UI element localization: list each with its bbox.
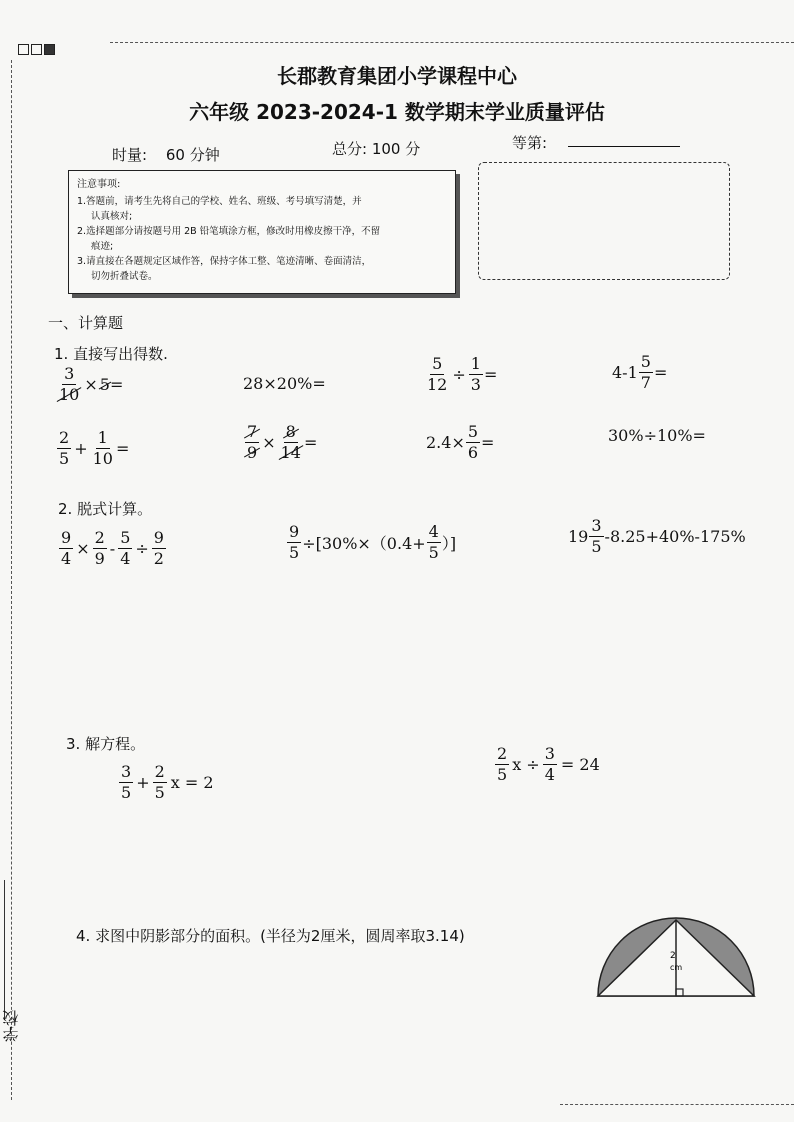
q1-item-a: [56, 366, 123, 403]
time-label: 时量:: [112, 146, 148, 164]
bottom-cut-line: [560, 1104, 794, 1105]
grade-info: [512, 132, 547, 153]
notice-line: 3.请直接在各题规定区域作答，保持字体工整、笔迹清晰、卷面清洁，: [77, 256, 372, 267]
notice-box: [68, 170, 456, 294]
denominator: 6: [467, 443, 479, 462]
school-field-label: 学校: [2, 1010, 21, 1042]
score-info: [332, 138, 420, 159]
operator: ÷: [452, 365, 466, 384]
denominator: 4: [61, 549, 72, 568]
equals-sign: =: [303, 433, 318, 452]
score-label: 总分:: [332, 140, 368, 158]
numerator: 5: [640, 352, 651, 371]
numerator: 3: [591, 516, 602, 535]
q2-item-b: [286, 524, 456, 561]
semicircle-figure: [592, 914, 760, 1004]
notice-line: 痕迹;: [91, 241, 114, 252]
notice-heading: 注意事项:: [77, 179, 121, 190]
equals-sign: =: [115, 439, 130, 458]
radius-label: 2: [670, 951, 676, 961]
q1-item-h: [608, 426, 706, 445]
numerator: 2: [154, 762, 165, 781]
grade-label: 等第:: [512, 134, 548, 152]
numerator: 5: [467, 422, 479, 441]
expression-text: ）]: [441, 534, 457, 553]
equals-sign: =: [109, 375, 124, 394]
header-subtitle: 六年级 2023-2024-1 数学期末学业质量评估: [189, 100, 605, 124]
denominator: 4: [544, 765, 555, 784]
denominator: 7: [640, 373, 651, 392]
denominator: 3: [470, 375, 481, 394]
operator: -: [109, 539, 116, 558]
corner-marks: [18, 44, 55, 55]
operator: ×: [84, 375, 98, 394]
numerator: 2: [59, 428, 70, 447]
denominator: 2: [153, 549, 164, 568]
operator: ×: [76, 539, 90, 558]
time-info: [112, 144, 220, 165]
binding-cut-line: [11, 60, 12, 1100]
question-1-label: 1. 直接写出得数.: [54, 345, 168, 363]
q1-item-e: [56, 430, 129, 467]
denominator: 10: [92, 449, 113, 468]
question-3-label: 3. 解方程。: [66, 735, 146, 753]
question-4-label: 4. 求图中阴影部分的面积。(半径为2厘米，圆周率取3.14): [76, 927, 465, 945]
equals-sign: =: [481, 433, 495, 452]
expression-text: x = 2: [170, 773, 214, 792]
expression-text: 28×20%=: [243, 374, 326, 393]
operator: +: [74, 439, 88, 458]
equals-sign: =: [653, 363, 668, 382]
expression-text: ÷[30%×（0.4+: [302, 534, 426, 553]
q1-item-f: [244, 424, 317, 461]
denominator: 9: [94, 549, 105, 568]
q2-item-a: [58, 530, 167, 567]
numerator: 3: [544, 744, 555, 763]
denominator: 5: [289, 543, 300, 562]
corner-box: [31, 44, 42, 55]
numerator: 3: [121, 762, 132, 781]
numerator: 3: [64, 364, 75, 383]
notice-line: 2.选择题部分请按题号用 2B 铅笔填涂方框，修改时用橡皮擦干净，不留: [77, 226, 381, 237]
radius-unit: cm: [670, 963, 683, 972]
q3-item-a: [118, 764, 214, 801]
denominator: 5: [497, 765, 508, 784]
operator: ÷: [135, 539, 149, 558]
whole-part: 2.4×: [426, 433, 465, 452]
operand: 5: [99, 375, 110, 394]
barcode-area: [478, 162, 730, 280]
denominator: 5: [428, 543, 439, 562]
numerator: 9: [289, 522, 300, 541]
numerator: 1: [470, 354, 481, 373]
numerator: 9: [61, 528, 72, 547]
denominator: 5: [591, 537, 602, 556]
notice-line: 切勿折叠试卷。: [91, 271, 158, 282]
denominator: 5: [59, 449, 70, 468]
expression-text: x ÷: [512, 755, 540, 774]
header-title: 长郡教育集团小学课程中心: [277, 64, 517, 88]
numerator: 5: [120, 528, 131, 547]
operator: ×: [262, 433, 276, 452]
numerator: 8: [285, 422, 296, 441]
numerator: 2: [94, 528, 105, 547]
equals-sign: =: [483, 365, 498, 384]
expression-text: -8.25+40%-175%: [604, 527, 746, 546]
denominator: 12: [427, 375, 448, 394]
whole-part: 19: [568, 527, 589, 546]
whole-part: 4-1: [612, 363, 638, 382]
denominator: 9: [247, 443, 258, 462]
numerator: 5: [432, 354, 443, 373]
top-cut-line: [110, 42, 794, 43]
q1-item-g: [426, 424, 494, 461]
notice-line: 认真核对;: [91, 211, 133, 222]
numerator: 7: [247, 422, 258, 441]
q1-item-d: [612, 354, 667, 391]
notice-line: 1.答题前，请考生先将自己的学校、姓名、班级、考号填写清楚，并: [77, 196, 362, 207]
numerator: 4: [428, 522, 439, 541]
operator: +: [136, 773, 150, 792]
grade-blank[interactable]: [568, 146, 680, 147]
numerator: 2: [497, 744, 508, 763]
q1-item-b: [243, 374, 326, 393]
corner-box: [44, 44, 55, 55]
expression-text: 30%÷10%=: [608, 426, 706, 445]
numerator: 9: [153, 528, 164, 547]
denominator: 10: [59, 385, 80, 404]
numerator: 1: [97, 428, 108, 447]
denominator: 5: [154, 783, 165, 802]
denominator: 4: [120, 549, 131, 568]
q1-item-c: [424, 356, 497, 393]
corner-box: [18, 44, 29, 55]
denominator: 5: [121, 783, 132, 802]
time-value: 60 分钟: [165, 146, 220, 164]
margin-rule: [4, 880, 5, 1020]
expression-text: = 24: [560, 755, 600, 774]
section-title: 一、计算题: [48, 314, 124, 332]
denominator: 14: [280, 443, 301, 462]
q3-item-b: [494, 746, 600, 783]
question-2-label: 2. 脱式计算。: [58, 500, 153, 518]
q2-item-c: [568, 518, 746, 555]
score-value: 100 分: [371, 140, 421, 158]
